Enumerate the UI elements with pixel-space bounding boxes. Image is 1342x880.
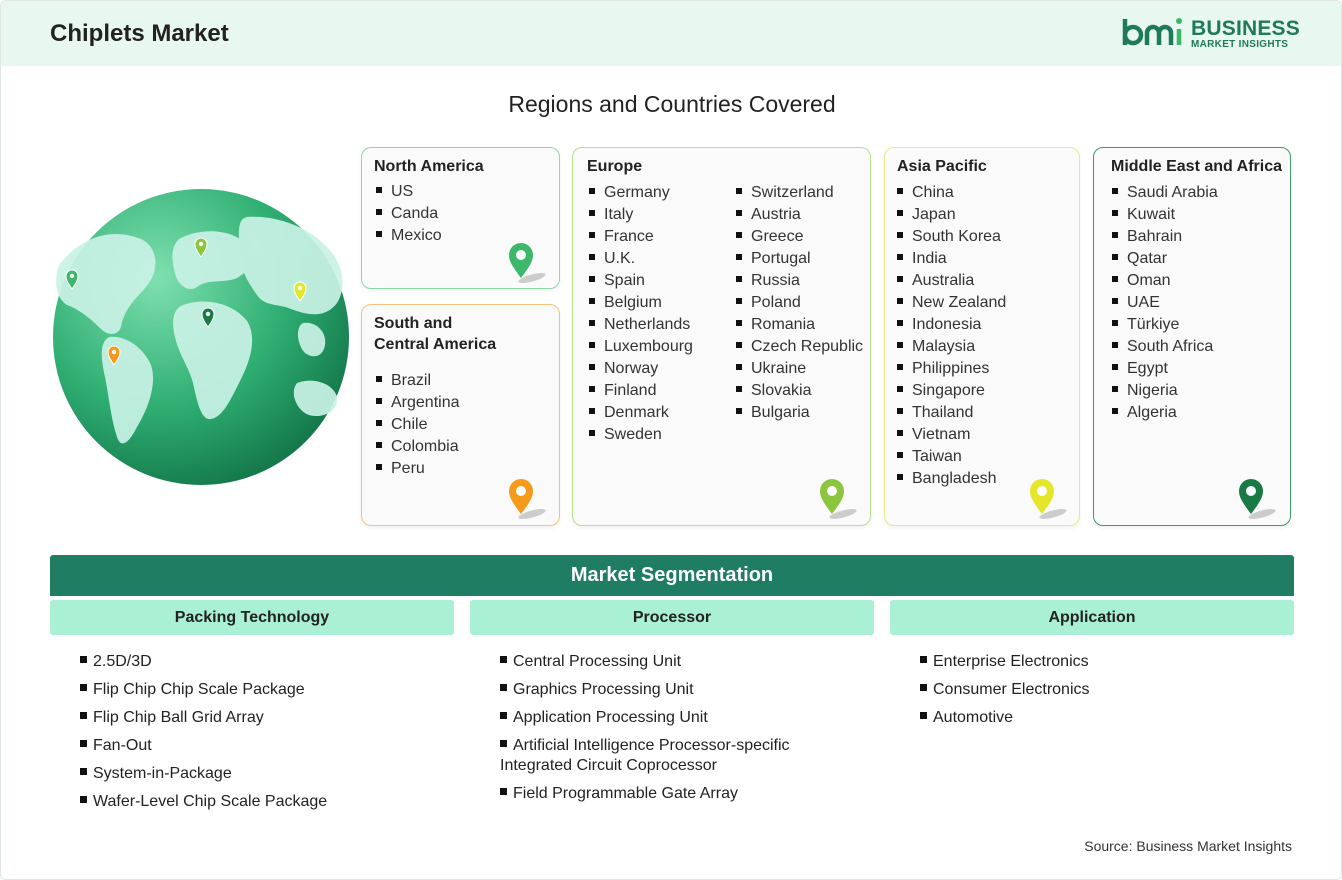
country-item: Egypt — [1112, 358, 1218, 380]
country-item: Thailand — [897, 402, 1006, 424]
segment-item: Consumer Electronics — [920, 680, 1290, 700]
segment-heading-processor: Processor — [470, 600, 874, 635]
country-item: US — [376, 181, 442, 203]
bullet-icon — [500, 712, 507, 719]
bullet-icon — [920, 656, 927, 663]
region-card-middle-east-africa — [1093, 147, 1291, 526]
map-pin-icon — [504, 476, 548, 520]
country-item: Bulgaria — [736, 402, 863, 424]
region-card-north-america — [361, 147, 560, 289]
bullet-icon — [80, 684, 87, 691]
country-item: Slovakia — [736, 380, 863, 402]
section-title: Regions and Countries Covered — [508, 91, 836, 117]
segment-item: Automotive — [920, 708, 1290, 728]
country-item: Ukraine — [736, 358, 863, 380]
country-item: Greece — [736, 226, 863, 248]
segment-heading-application: Application — [890, 600, 1294, 635]
country-item: Bahrain — [1112, 226, 1218, 248]
country-item: Türkiye — [1112, 314, 1218, 336]
country-item: New Zealand — [897, 292, 1006, 314]
country-item: Spain — [589, 270, 693, 292]
region-title: Asia Pacific — [897, 158, 987, 175]
country-item: Netherlands — [589, 314, 693, 336]
bullet-icon — [80, 768, 87, 775]
region-title-line1: South and — [374, 315, 453, 332]
segment-list-packing — [80, 652, 450, 820]
page-title: Chiplets Market — [50, 20, 229, 47]
country-item: India — [897, 248, 1006, 270]
country-item: Malaysia — [897, 336, 1006, 358]
source-note: Source: Business Market Insights — [1084, 838, 1292, 854]
segment-item: Application Processing Unit — [500, 708, 840, 728]
country-item: Belgium — [589, 292, 693, 314]
country-list — [376, 370, 460, 480]
country-item: Portugal — [736, 248, 863, 270]
bullet-icon — [500, 684, 507, 691]
country-item: South Korea — [897, 226, 1006, 248]
country-item: Sweden — [589, 424, 693, 446]
segmentation-title: Market Segmentation — [50, 555, 1294, 596]
country-item: Norway — [589, 358, 693, 380]
map-pin-icon — [1234, 476, 1278, 520]
segment-item: Fan-Out — [80, 736, 450, 756]
region-card-south-central-america — [361, 304, 560, 526]
segment-item: Enterprise Electronics — [920, 652, 1290, 672]
region-title: Middle East and Africa — [1111, 158, 1282, 175]
map-pin-icon — [504, 240, 548, 284]
country-item: Algeria — [1112, 402, 1218, 424]
region-card-asia-pacific — [884, 147, 1080, 526]
country-item: Poland — [736, 292, 863, 314]
country-item: Japan — [897, 204, 1006, 226]
country-item: Canda — [376, 203, 442, 225]
segment-item: Flip Chip Ball Grid Array — [80, 708, 450, 728]
region-title-line2: Central America — [374, 336, 497, 353]
country-item: Vietnam — [897, 424, 1006, 446]
bullet-icon — [80, 796, 87, 803]
segment-item: Central Processing Unit — [500, 652, 840, 672]
country-item: Switzerland — [736, 182, 863, 204]
bullet-icon — [80, 656, 87, 663]
segment-item: Artificial Intelligence Processor-specific Integrated Circuit Coprocessor — [500, 737, 790, 774]
country-item: France — [589, 226, 693, 248]
globe-icon — [51, 187, 351, 487]
header-bar — [1, 1, 1342, 66]
country-list-col2 — [736, 182, 863, 424]
country-item: Oman — [1112, 270, 1218, 292]
segment-item: Wafer-Level Chip Scale Package — [80, 792, 450, 812]
country-item: Luxembourg — [589, 336, 693, 358]
map-pin-icon — [815, 476, 859, 520]
logo-text-main: BUSINESS — [1191, 17, 1300, 40]
country-list — [897, 182, 1006, 490]
bullet-icon — [80, 712, 87, 719]
country-item: Mexico — [376, 225, 442, 247]
country-item: Chile — [376, 414, 460, 436]
bullet-icon — [500, 788, 507, 795]
bullet-icon — [500, 656, 507, 663]
country-item: Saudi Arabia — [1112, 182, 1218, 204]
logo-text-sub: MARKET INSIGHTS — [1191, 39, 1289, 50]
segment-item: Graphics Processing Unit — [500, 680, 840, 700]
segment-item: Flip Chip Chip Scale Package — [80, 680, 450, 700]
segment-item: Field Programmable Gate Array — [500, 784, 840, 804]
country-item: Australia — [897, 270, 1006, 292]
country-item: Romania — [736, 314, 863, 336]
country-item: U.K. — [589, 248, 693, 270]
country-item: Denmark — [589, 402, 693, 424]
segment-item: System-in-Package — [80, 764, 450, 784]
country-item: Kuwait — [1112, 204, 1218, 226]
country-item: Brazil — [376, 370, 460, 392]
bullet-icon — [920, 684, 927, 691]
country-item: Taiwan — [897, 446, 1006, 468]
country-item: Czech Republic — [736, 336, 863, 358]
bullet-icon — [500, 740, 507, 747]
segment-heading-packing: Packing Technology — [50, 600, 454, 635]
country-item: Colombia — [376, 436, 460, 458]
segment-list-application — [920, 652, 1290, 736]
country-item: Germany — [589, 182, 693, 204]
region-title: Europe — [587, 158, 643, 175]
country-list — [1112, 182, 1218, 424]
map-pin-icon — [1025, 476, 1069, 520]
country-item: Bangladesh — [897, 468, 1006, 490]
country-item: Peru — [376, 458, 460, 480]
region-title: North America — [374, 158, 484, 175]
country-item: Singapore — [897, 380, 1006, 402]
country-item: Nigeria — [1112, 380, 1218, 402]
region-card-europe — [572, 147, 871, 526]
country-item: Qatar — [1112, 248, 1218, 270]
bmi-logo — [1121, 15, 1301, 55]
country-item: South Africa — [1112, 336, 1218, 358]
country-list-col1 — [589, 182, 693, 446]
country-list — [376, 181, 442, 247]
country-item: Finland — [589, 380, 693, 402]
bullet-icon — [80, 740, 87, 747]
bullet-icon — [920, 712, 927, 719]
country-item: UAE — [1112, 292, 1218, 314]
segment-item: 2.5D/3D — [80, 652, 450, 672]
country-item: Russia — [736, 270, 863, 292]
country-item: Austria — [736, 204, 863, 226]
segment-list-processor — [500, 652, 840, 812]
country-item: Indonesia — [897, 314, 1006, 336]
country-item: Italy — [589, 204, 693, 226]
country-item: Philippines — [897, 358, 1006, 380]
bmi-logo-mark — [1121, 15, 1187, 51]
country-item: Argentina — [376, 392, 460, 414]
country-item: China — [897, 182, 1006, 204]
region-title — [374, 313, 496, 355]
